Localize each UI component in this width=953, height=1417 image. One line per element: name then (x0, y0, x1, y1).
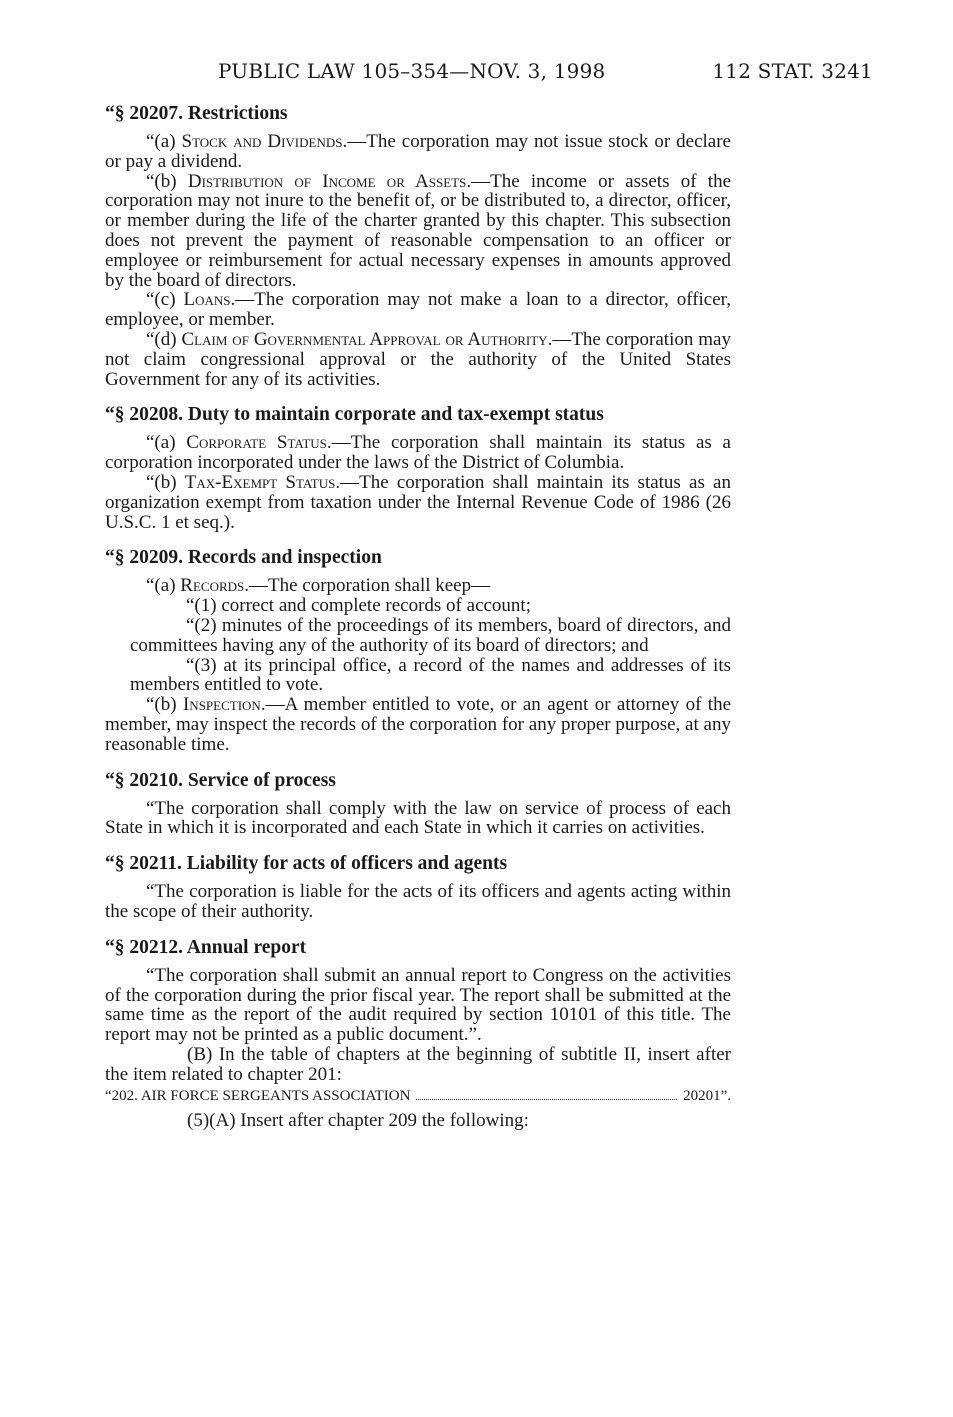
subsection-caption: Claim of Governmental Approval or Authority (181, 328, 548, 350)
toc-entry-section: 20201”. (683, 1088, 731, 1105)
subsection-caption: Tax-Exempt Status (184, 471, 336, 493)
subsection-b: “(b) Inspection.—A member entitled to vote, or an agent or attorney of the member, may inspect the records of the corporation for any proper purpose, at any reasonable time. (105, 694, 732, 755)
law-title: PUBLIC LAW 105–354—NOV. 3, 1998 (218, 59, 606, 83)
subsection-caption: Corporate Status (186, 432, 327, 454)
amendment-b: (B) In the table of chapters at the beginning of subtitle II, insert after the item related to chapter 201: (105, 1043, 731, 1085)
subsection-caption: Records (180, 575, 245, 597)
section-text: “The corporation shall comply with the law on service of process of each State in which it is incorporated and each State in which it carries on activities. (105, 797, 731, 839)
section-heading: “§ 20212. Annual report (105, 936, 307, 958)
subsection-caption: Loans (183, 289, 231, 311)
paragraph-1: “(1) correct and complete records of account; (186, 595, 531, 617)
subsection-a: “(a) Corporate Status.—The corporation shall maintain its status as a corporation incorporated under the laws of the District of Columbia. (105, 432, 731, 474)
section-text: “The corporation is liable for the acts of its officers and agents acting within the scope of their authority. (105, 881, 731, 922)
document-body (105, 103, 731, 1131)
subsection-caption: Inspection (182, 694, 261, 716)
section-20210 (105, 770, 731, 839)
table-of-chapters-entry (105, 1087, 731, 1107)
statute-page-number: 112 STAT. 3241 (712, 59, 873, 83)
subsection-a: “(a) Records.—The corporation shall keep— (146, 575, 491, 597)
dot-leader (416, 1099, 677, 1100)
paragraph-3: “(3) at its principal office, a record of the names and addresses of its members entitled to vote. (130, 654, 731, 696)
section-20212 (105, 937, 731, 1045)
subsection-b: “(b) Distribution of Income or Assets.—The income or assets of the corporation may not inure to the benefit of, or be distributed to, a director, officer, or member during the life of the charter granted by this chapter. This subsection does not prevent the payment of reasonable compensation to an officer or employee or reimbursement for actual necessary expenses in amounts approved by the board of directors. (105, 170, 731, 291)
section-20207 (105, 103, 731, 389)
subsection-d: “(d) Claim of Governmental Approval or Authority.—The corporation may not claim congressional approval or the authority of the United States Government for any of its activities. (105, 328, 731, 390)
section-text: “The corporation shall submit an annual report to Congress on the activities of the corporation during the prior fiscal year. The report shall be submitted at the same time as the report of the audit required by section 10101 of this title. The report may not be printed as a public document.”. (105, 964, 731, 1046)
subsection-caption: Distribution of Income or Assets (187, 170, 467, 192)
section-heading: “§ 20208. Duty to maintain corporate and tax-exempt status (105, 404, 604, 426)
section-20211 (105, 853, 731, 922)
subsection-b: “(b) Tax-Exempt Status.—The corporation shall maintain its status as an organization exempt from taxation under the Internal Revenue Code of 1986 (26 U.S.C. 1 et seq.). (105, 471, 731, 533)
subsection-a: “(a) Stock and Dividends.—The corporation may not issue stock or declare or pay a dividend. (105, 131, 731, 172)
subsection-c: “(c) Loans.—The corporation may not make a loan to a director, officer, employee, or member. (105, 289, 731, 331)
section-heading: “§ 20207. Restrictions (105, 103, 288, 124)
section-heading: “§ 20210. Service of process (105, 769, 336, 791)
toc-entry-title: “202. AIR FORCE SERGEANTS ASSOCIATION (105, 1088, 411, 1105)
amendment-5a: (5)(A) Insert after chapter 209 the following: (187, 1110, 529, 1132)
subsection-caption: Stock and Dividends (181, 131, 343, 152)
section-20208 (105, 404, 731, 532)
section-heading: “§ 20209. Records and inspection (105, 547, 382, 569)
running-head (0, 59, 953, 85)
paragraph-2: “(2) minutes of the proceedings of its members, board of directors, and committees having any of the authority of its board of directors; and (130, 614, 731, 656)
section-heading: “§ 20211. Liability for acts of officers and agents (105, 853, 508, 875)
section-20209 (105, 547, 731, 754)
